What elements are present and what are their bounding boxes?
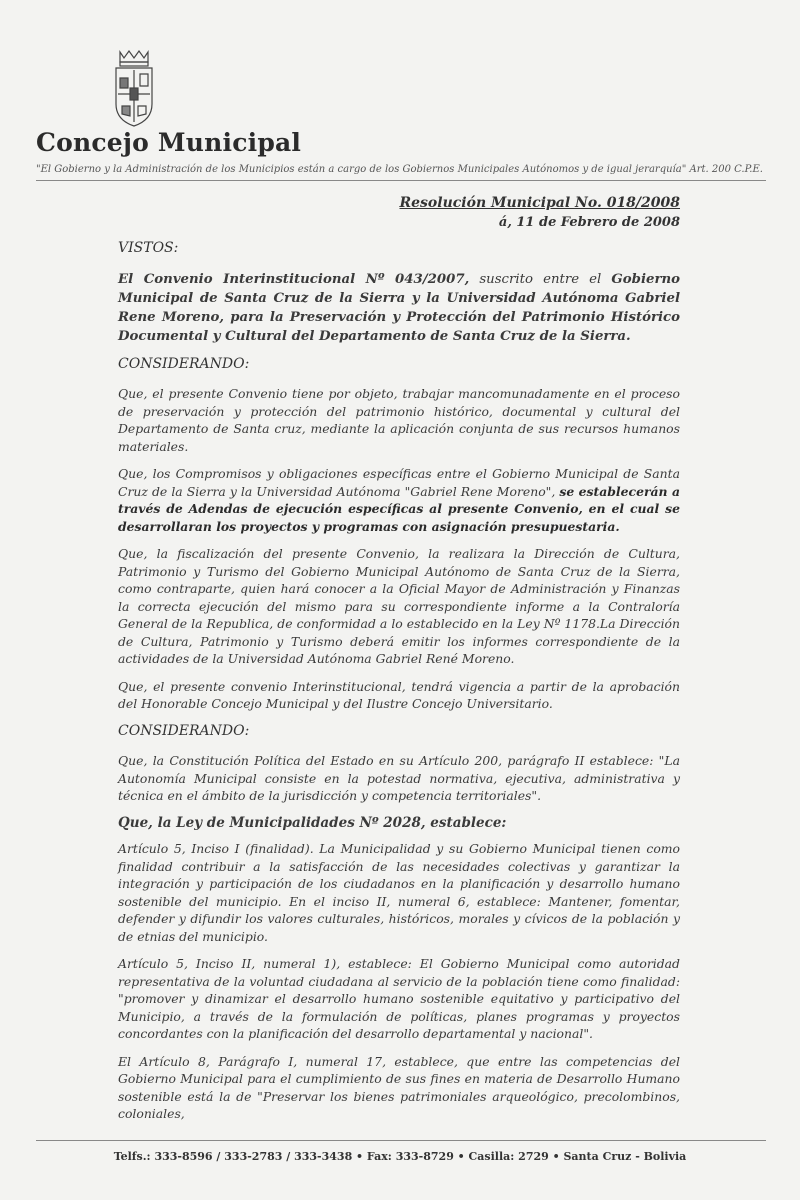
vistos-text-a: El Convenio Interinstitucional Nº 043/2007, [118,271,470,287]
considerando1-p2-text: Que, los Compromisos y obligaciones específicas entre el Gobierno Municipal de Santa Cruz de la Sierra y la Universidad Autónoma "Gabriel Rene Moreno", [118,466,680,499]
considerando1-p2 [118,465,680,535]
resolution-date: á, 11 de Febrero de 2008 [498,215,680,230]
considerando2-p4: El Artículo 8, Parágrafo I, numeral 17, establece, que entre las competencias del Gobierno Municipal para el cumplimiento de sus fines en materia de Desarrollo Humano sostenible está la de "Preservar los bienes patrimoniales arqueológico, precolombinos, coloniales, [118,1053,680,1121]
footer-contact: Telfs.: 333-8596 / 333-2783 / 333-3438 • Fax: 333-8729 • Casilla: 2729 • Santa Cruz - Bolivia [113,1150,687,1163]
vistos-heading: VISTOS: [118,240,179,256]
considerando2-p2: Artículo 5, Inciso I (finalidad). La Municipalidad y su Gobierno Municipal tienen como finalidad contribuir a la satisfacción de las necesidades colectivas y garantizar la integración y participación de los ciudadanos en la planificación y desarrollo humano sostenible del municipio. En el inciso II, numeral 6, establece: Mantener, fomentar, defender y difundir los valores culturales, históricos, morales y cívicos de la población y de etnias del municipio. [118,841,680,944]
considerando2-p3: Artículo 5, Inciso II, numeral 1), establece: El Gobierno Municipal como autoridad representativa de la voluntad ciudadana al servicio de la población tiene como finalidad: "promover y dinamizar el desarrollo humano sostenible equitativo y participativo del Municipio, a través de la formulación de políticas, planes programas y proyectos concordantes con la planificación del desarrollo departamental y nacional". [118,956,680,1041]
resolution-number: Resolución Municipal No. 018/2008 [399,195,680,211]
considerando1-p2-bold: se establecerán a través de Adendas de ejecución específicas al presente Convenio, en el cual se desarrollaran los proyectos y programas con asignación presupuestaria. [118,483,680,534]
ley-municipalidades-heading: Que, la Ley de Municipalidades Nº 2028, establece: [118,814,507,831]
considerando1-p4: Que, el presente convenio Interinstitucional, tendrá vigencia a partir de la aprobación del Honorable Concejo Municipal y del Ilustre Concejo Universitario. [118,678,680,711]
footer-divider [36,1140,766,1141]
considerando2-p1: Que, la Constitución Política del Estado en su Artículo 200, parágrafo II establece: "La Autonomía Municipal consiste en la potestad normativa, ejecutiva, administrativa y técnica en el ámbito de la jurisdicción y competencia territoriales". [118,753,680,803]
vistos-text-c: Gobierno Municipal de Santa Cruz de la Sierra y la Universidad Autónoma Gabriel Rene Moreno, para la Preservación y Protección del Patrimonio Histórico Documental y Cultural del Departamento de Santa Cruz de la Sierra. [118,271,680,344]
coat-of-arms-icon [110,48,158,130]
considerando1-p3: Que, la fiscalización del presente Convenio, la realizara la Dirección de Cultura, Patrimonio y Turismo del Gobierno Municipal Autónomo de Santa Cruz de la Sierra, como contraparte, quien hará conocer a la Oficial Mayor de Administración y Finanzas la correcta ejecución del mismo para su correspondiente informe a la Contraloría General de la Republica, de conformidad a lo establecido en la Ley Nº 1178.La Dirección de Cultura, Patrimonio y Turismo deberá emitir los informes correspondiente de la actividades de la Universidad Autónoma Gabriel René Moreno. [118,546,680,666]
considerando-heading-1: CONSIDERANDO: [118,355,250,372]
vistos-paragraph [118,270,680,346]
considerando1-p1: Que, el presente Convenio tiene por objeto, trabajar mancomunadamente en el proceso de preservación y protección del patrimonio histórico, documental y cultural del Departamento de Santa cruz, mediante la aplicación conjunta de sus recursos humanos materiales. [118,386,680,454]
header-divider [36,180,766,181]
document-body [118,240,680,1133]
considerando-heading-2: CONSIDERANDO: [118,722,250,739]
vistos-text-b: suscrito entre el [469,271,612,287]
header-motto: "El Gobierno y la Administración de los Municipios están a cargo de los Gobiernos Municipales Autónomos y de igual jerarquía" Art. 200 C.P.E. [36,164,763,175]
organization-name: Concejo Municipal [36,128,302,157]
